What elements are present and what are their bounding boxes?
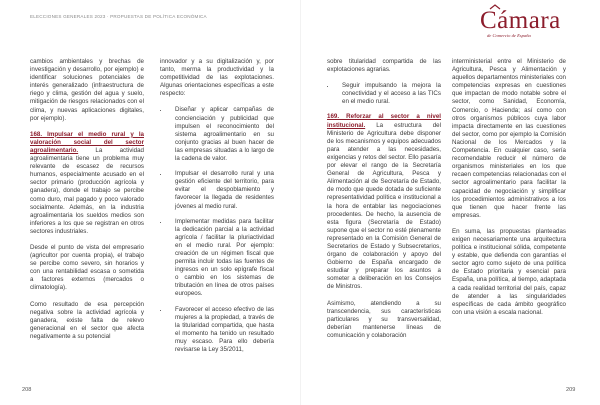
camara-logo [480, 4, 560, 44]
document-header: ELECCIONES GENERALES 2023 · PROPUESTAS DE POLÍTICA ECONÓMICA [30, 14, 207, 19]
paragraph: Desde el punto de vista del empresario (agricultor por cuenta propia), el trabajo se percibe como severo, sin horarios y con una rentabilidad escasa o sometida a factores externos (mercados o climatología). [30, 243, 144, 292]
paragraph-body: La actividad agroalimentaria tiene un problema muy relevante de escasez de recursos humanos, especialmente acusado en el sector primario (producción agrícola y ganadera), donde el trabajo se percibe como duro, mal pagado y poco valorado socialmente. Además, en la industria agroalimentaria los sueldos medios son inferiores a los que se registran en otros sectores industriales. [30, 146, 144, 235]
paragraph: innovador y a su digitalización y, por tanto, merma la productividad y la competitividad de las explotaciones. Algunas orientaciones específicas a este respecto: [160, 58, 274, 98]
list-item: • Implementar medidas para facilitar la dedicación parcial a la actividad agrícola / facilitar la pluriactividad en el medio rural. Por ejemplo: creación de un régimen fiscal que permita incluir todas las fuentes de ingresos en un solo epígrafe fiscal o cambio en los sistemas de tributación en línea de otros países europeos. [169, 218, 274, 299]
list-item: • Seguir impulsando la mejora la conectividad y el acceso a las TICs en el medio rural. [336, 82, 441, 106]
bullet-list [160, 106, 274, 354]
section-heading-169: 169. Reforzar al sector a nivel institucional. [327, 113, 441, 129]
paragraph: Asimismo, atendiendo a su transcendencia, sus características particulares y su transversalidad, deberían mantenerse líneas de comunicación y colaboración [327, 299, 441, 339]
list-item: • Impulsar el desarrollo rural y una gestión eficiente del territorio, para evitar el despoblamiento y favorecer la llegada de residentes jóvenes al medio rural. [169, 170, 274, 210]
page-spine-divider [300, 0, 301, 405]
list-item: • Favorecer el acceso efectivo de las mujeres a la propiedad, a través de la titularidad compartida, que hasta el momento ha tenido un resultado muy escaso. Para ello debería revisarse la Ley 35/2011, [169, 306, 274, 355]
logo-wordmark: Cámara [480, 7, 561, 34]
paragraph-body: La estructura del Ministerio de Agricultura debe disponer de los mecanismos y equipos adecuados para atender a las necesidades, exigencias y retos del sector. Ello pasaría por elevar el rango de la Secretaría General de Agricultura, Pesca y Alimentación al de Secretaría de Estado, de modo que quede dotada de suficiente representatividad política e institucional a la hora de entablar las negociaciones procedentes. De hecho, la ausencia de esta figura (Secretaría de Estado) supone que el sector no esté plenamente representado en la Comisión General de Secretarios de Estado y Subsecretarios, órgano de colaboración y apoyo del Gobierno de España encargado de estudiar y preparar los asuntos a someter a deliberación en los Consejos de Ministros. [327, 121, 441, 291]
right-page-column-1 [327, 58, 441, 348]
list-item: • Diseñar y aplicar campañas de concienciación y publicidad que impulsen el reconocimiento del sistema agroalimentario en su conjunto gracias al buen hacer de las empresas situadas a lo largo de la cadena de valor. [169, 106, 274, 163]
paragraph: cambios ambientales y brechas de investigación y desarrollo, por ejemplo) e identificar soluciones potenciales de interés generalizado (infraestructura de riego y clima, gestión del agua y suelo, mitigación de riesgos relacionados con el clima, y nuevas aplicaciones digitales, por ejemplo). [30, 58, 144, 122]
paragraph-168 [30, 131, 144, 236]
logo-subtitle: de Comercio de España [487, 33, 531, 38]
paragraph: En suma, las propuestas planteadas exigen necesariamente una arquitectura política e institucional sólida, competente y estable, que defienda con garantías el sector agro como sujeto de una política de Estado prioritaria y esencial para España, una política, al tiempo, adaptada a cada realidad territorial del país, capaz de atender a las singularidades específicas de cada ámbito geográfico con una visión a escala nacional. [452, 227, 566, 316]
paragraph-169 [327, 113, 441, 291]
paragraph: sobre titularidad compartida de las explotaciones agrarias. [327, 58, 441, 74]
left-page-column-1 [30, 58, 144, 349]
left-page-column-2 [160, 58, 274, 361]
page-number-left: 208 [22, 387, 32, 393]
right-page-column-2 [452, 58, 566, 325]
paragraph: Como resultado de esa percepción negativa sobre la actividad agrícola y ganadera, existe falta de relevo generacional en el sector que afecta negativamente a su potencial [30, 300, 144, 340]
bullet-list [327, 82, 441, 106]
page-number-right: 209 [566, 387, 576, 393]
paragraph: interministerial entre el Ministerio de Agricultura, Pesca y Alimentación y aquellos departamentos ministeriales con competencias expresas en cuestiones que impactan de modo notable sobre el sector, como Sanidad, Economía, Comercio, o Hacienda; así como con otros organismos públicos cuya labor impacta directamente en las cuestiones del sector, como por ejemplo la Comisión Nacional de los Mercados y la Competencia. En cualquier caso, sería recomendable reducir el número de organismos ministeriales en los que recaen competencias relacionadas con el sector agroalimentario para facilitar la capacidad de negociación y simplificar los procedimientos administrativos a los que tienen que hacer frente las empresas. [452, 58, 566, 219]
section-heading-168: 168. Impulsar el medio rural y la valoración social del sector agroalimentario. [30, 130, 144, 154]
